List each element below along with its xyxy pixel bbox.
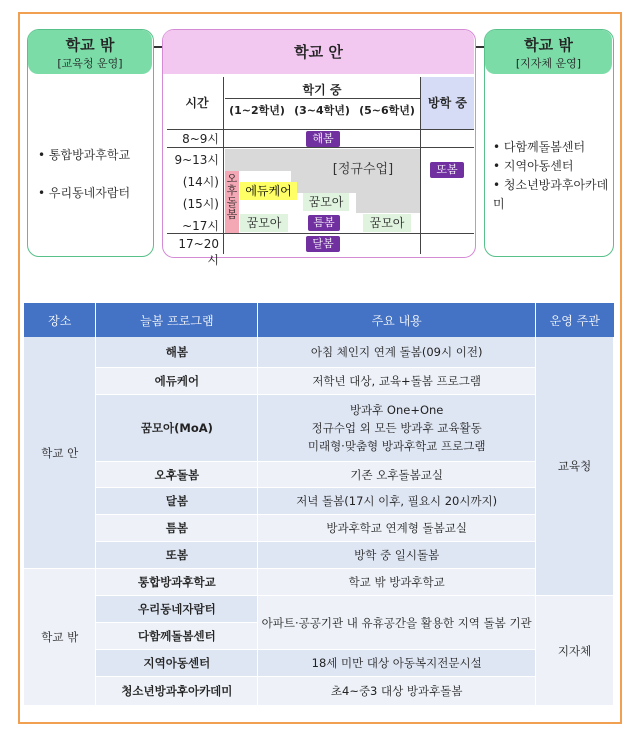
place-cell-outside: 학교 밖 xyxy=(24,569,96,706)
content-cell: 저녁 돌봄(17시 이후, 필요시 20시까지) xyxy=(258,488,536,515)
vacation-care-label: 또봄 xyxy=(430,162,464,178)
school-outside-edu-box xyxy=(27,29,154,257)
header-org: 운영 주관 xyxy=(536,303,614,337)
left-box-subtitle: [교육청 운영] xyxy=(57,57,123,70)
grade-col-2: (3~4학년) xyxy=(294,104,350,117)
table-row xyxy=(24,488,614,515)
program-cell: 에듀케어 xyxy=(96,368,258,395)
afternoon-care-text: 오후돌봄 xyxy=(226,172,238,221)
left-box-header xyxy=(28,30,152,74)
place-cell-inside: 학교 안 xyxy=(24,337,96,569)
table-row xyxy=(24,569,614,596)
gap-care-label: 틈봄 xyxy=(308,215,340,231)
left-box-title: 학교 밖 xyxy=(65,36,115,54)
program-cell: 우리동네자람터 xyxy=(96,596,258,623)
grid-hline xyxy=(167,147,474,148)
program-cell: 통합방과후학교 xyxy=(96,569,258,596)
table-row xyxy=(24,515,614,542)
header-place: 장소 xyxy=(24,303,96,337)
table-row xyxy=(24,368,614,395)
org-cell-local: 지자체 xyxy=(536,596,614,706)
program-cell: 해봄 xyxy=(96,337,258,368)
afternoon-care-label xyxy=(225,171,239,233)
program-cell: 꿈모아(MoA) xyxy=(96,395,258,462)
time-header: 시간 xyxy=(185,96,209,110)
time-label: (14시) xyxy=(182,175,219,189)
grid-vline xyxy=(223,77,224,254)
table-row xyxy=(24,596,614,623)
center-box-header xyxy=(163,30,474,74)
grid-vline xyxy=(420,77,421,254)
table-row xyxy=(24,677,614,706)
table-row xyxy=(24,462,614,488)
content-cell: 18세 미만 대상 아동복지전문시설 xyxy=(258,650,536,677)
program-cell: 틈봄 xyxy=(96,515,258,542)
list-item: • 우리동네자람터 xyxy=(38,174,153,212)
grade-col-1: (1~2학년) xyxy=(229,104,285,117)
content-cell: 방학 중 일시돌봄 xyxy=(258,542,536,569)
dream-moa-label-right: 꿈모아 xyxy=(363,214,411,232)
table-row xyxy=(24,650,614,677)
right-box-header xyxy=(485,30,612,74)
school-outside-local-box xyxy=(484,29,614,257)
list-item: • 지역아동센터 xyxy=(493,157,615,176)
educare-label: 에듀케어 xyxy=(240,182,297,200)
dream-moa-label-mid: 꿈모아 xyxy=(303,193,349,211)
connector-line-right xyxy=(476,46,484,48)
program-cell: 달봄 xyxy=(96,488,258,515)
time-label: (15시) xyxy=(182,197,219,211)
evening-care-label: 달봄 xyxy=(306,236,340,252)
content-line: 정규수업 외 모든 방과후 교육활동 xyxy=(311,421,482,435)
program-table xyxy=(24,303,614,706)
table-row xyxy=(24,395,614,462)
content-cell: 저학년 대상, 교육+돌봄 프로그램 xyxy=(258,368,536,395)
list-item: • 통합방과후학교 xyxy=(38,136,153,174)
org-cell-edu: 교육청 xyxy=(536,337,614,596)
right-box-title: 학교 밖 xyxy=(524,36,573,54)
time-label: 9~13시 xyxy=(174,153,219,167)
regular-class-label: [정규수업] xyxy=(332,162,394,177)
grade-col-3: (5~6학년) xyxy=(359,104,415,117)
content-cell: 아파트·공공기관 내 유휴공간을 활용한 지역 돌봄 기관 xyxy=(258,596,536,650)
content-cell: 방과후학교 연계형 돌봄교실 xyxy=(258,515,536,542)
left-box-list xyxy=(38,136,153,212)
content-line: 미래형·맞춤형 방과후학교 프로그램 xyxy=(307,439,486,453)
program-cell: 청소년방과후아카데미 xyxy=(96,677,258,706)
right-box-list xyxy=(493,138,615,214)
center-box-title: 학교 안 xyxy=(294,43,343,61)
vacation-header: 방학 중 xyxy=(428,96,467,110)
program-cell: 지역아동센터 xyxy=(96,650,258,677)
school-inside-box xyxy=(162,29,476,267)
time-label: 8~9시 xyxy=(182,132,219,146)
content-cell: 기존 오후돌봄교실 xyxy=(258,462,536,488)
time-label: ~17시 xyxy=(182,219,219,233)
time-label: 17~20시 xyxy=(178,237,219,267)
grid-hline xyxy=(225,98,420,99)
content-cell: 초4~중3 대상 방과후돌봄 xyxy=(258,677,536,706)
list-item: • 다함께돌봄센터 xyxy=(493,138,615,157)
regular-class-area-right xyxy=(356,193,420,213)
morning-care-label: 해봄 xyxy=(306,131,340,147)
dream-moa-label-left: 꿈모아 xyxy=(240,214,288,232)
program-cell: 다함께돌봄센터 xyxy=(96,623,258,650)
semester-header: 학기 중 xyxy=(302,83,342,97)
table-header-row xyxy=(24,303,614,337)
right-box-subtitle: [지자체 운영] xyxy=(515,57,582,70)
content-cell: 아침 체인지 연계 돌봄(09시 이전) xyxy=(258,337,536,368)
content-cell: 학교 밖 방과후학교 xyxy=(258,569,536,596)
program-cell: 오후돌봄 xyxy=(96,462,258,488)
header-program: 늘봄 프로그램 xyxy=(96,303,258,337)
connector-line-left xyxy=(154,46,162,48)
list-item: • 청소년방과후아카데미 xyxy=(493,176,615,214)
content-line: 방과후 One+One xyxy=(349,403,444,417)
content-cell xyxy=(258,395,536,462)
table-row xyxy=(24,542,614,569)
program-cell: 또봄 xyxy=(96,542,258,569)
header-content: 주요 내용 xyxy=(258,303,536,337)
table-row xyxy=(24,337,614,368)
